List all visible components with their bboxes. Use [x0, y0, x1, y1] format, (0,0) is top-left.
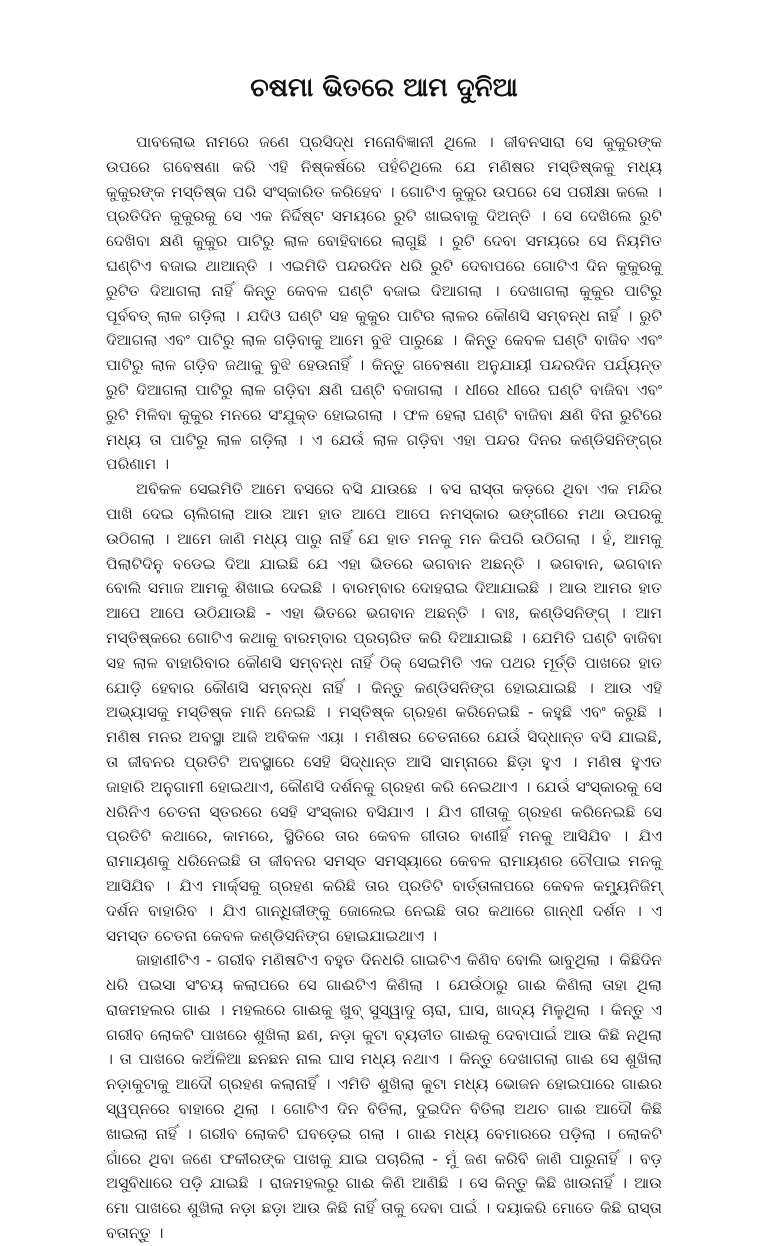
paragraph-cow-story: ଜାହାଣୀଟିଏ - ଗରୀବ ମଣିଷଟିଏ ବହୁତ ଦିନଧରି ଗାଇଟିଏ କିଣିବ ବୋଲି ଭାବୁଥିଲା । କିଛିଦିନ ଧରି ପଇସା ସଂଚୟ କଲାପରେ ସେ ଗାଈଟିଏ କିଣିଲା । ଯେଉଁଠାରୁ ଗାଈ କିଣିଲା ତାହା ଥିଲା ରାଜମହଲର ଗାଈ । ମହଲରେ ଗାଈକୁ ଖୁବ୍ ସୁସ୍ୱାଦୁ ଚାରା, ଘାସ, ଖାଦ୍ୟ ମିଳୁଥିଲା । କିନ୍ତୁ ଏ ଗରୀବ ଲୋକଟି ପାଖରେ ଶୁଖିଲା ଛଣ, ନଡ଼ା କୁଟା ବ୍ୟତୀତ ଗାଈକୁ ଦେବାପାଇଁ ଆଉ କିଛି ନଥିଲା । ତା ପାଖରେ କଅଁଳିଆ ଛନଛନ ନାଲ ଘାସ ମଧ୍ୟ ନଥାଏ । କିନ୍ତୁ ଦେଖାଗଲା ଗାଈ ସେ ଶୁଖିଲା ନଡ଼ାକୁଟାକୁ ଆଦୌ ଗ୍ରହଣ କଲାନାହିଁ । ଏମିତି ଶୁଖିଲା କୁଟା ମଧ୍ୟ ଭୋଜନ ହୋଇପାରେ ଗାଈର ସ୍ୱପ୍ନରେ ବାହାରେ ଥିଲା । ଗୋଟିଏ ଦିନ ବିତିଲା, ଦୁଇଦିନ ବିତିଲା ଅଥଚ ଗାଈ ଆଦୌ କିଛି ଖାଇଲା ନାହିଁ । ଗରୀବ ଲୋକଟି ଘବଡ଼େଇ ଗଲା । ଗାଈ ମଧ୍ୟ ବେମାରରେ ପଡ଼ିଲା । ଲୋକଟି ଗାଁରେ ଥିବା ଜଣେ ଫକୀରଙ୍କ ପାଖକୁ ଯାଇ ପଚାରିଲା - ମୁଁ ଜଣ କରିବି ଜାଣି ପାରୁନାହିଁ । ବଡ଼ ଅସୁବିଧାରେ ପଡ଼ି ଯାଇଛି । ରାଜମହଲରୁ ଗାଈ କିଣି ଆଣିଛି । ସେ କିନ୍ତୁ କିଛି ଖାଉନାହିଁ । ଆଉ ମୋ ପାଖରେ ଶୁଖିଲା ନଡ଼ା ଛଡ଼ା ଆଉ କିଛି ନାହିଁ ତାକୁ ଦେବା ପାଇଁ । ଦୟାକରି ମୋତେ କିଛି ରାସ୍ତା ବତାନ୍ତୁ । [106, 951, 662, 1243]
paragraph-conditioning: ଅବିକଳ ସେଇମିତି ଆମେ ବସରେ ବସି ଯାଉଛେ । ବସ ରାସ୍ତା କଡ଼ରେ ଥିବା ଏକ ମନ୍ଦିର ପାଖି ଦେଇ ଚାଲିଗଲା ଆଉ ଆମ ହାତ ଆପେ ଆପେ ନମସ୍କାର ଭଙ୍ଗୀରେ ମଥା ଉପରକୁ ଉଠିଗଲା । ଆମେ ଜାଣି ମଧ୍ୟ ପାରୁ ନାହିଁ ଯେ ହାତ ମନକୁ ମନ କିପରି ଉଠିଗଲା । ହଁ, ଆମକୁ ପିଲାଟିଦିନୁ ବଡେଇ ଦିଆ ଯାଇଛି ଯେ ଏହା ଭିତରେ ଭଗବାନ ଅଛନ୍ତି । ଭଗବାନ, ଭଗବାନ ବୋଲି ସମାଜ ଆମକୁ ଶିଖାଇ ଦେଇଛି । ବାରମ୍ବାର ଦୋହରାଇ ଦିଆଯାଇଛି । ଆଉ ଆମର ହାତ ଆପେ ଆପେ ଉଠିଯାଉଛି - ଏହା ଭିତରେ ଭଗବାନ ଅଛନ୍ତି । ବାଃ, କଣ୍ଡିସନିଙ୍ଗ୍ । ଆମ ମସ୍ତିଷ୍କରେ ଗୋଟିଏ କଥାକୁ ବାରମ୍ବାର ପ୍ରଚାରିତ କରି ଦିଆଯାଇଛି । ଯେମିତି ଘଣ୍ଟି ବାଜିବା ସହ ଲାଳ ବାହାରିବାର କୌଣସି ସମ୍ବନ୍ଧ ନାହିଁ ଠିକ୍ ସେଇମିତି ଏକ ପଥର ମୂର୍ତ୍ତି ପାଖରେ ହାତ ଯୋଡ଼ି ହେବାର କୌଣସି ସମ୍ବନ୍ଧ ନାହିଁ । କିନ୍ତୁ କଣ୍ଡିସନିଙ୍ଗ ହୋଇଯାଇଛି । ଆଉ ଏହି ଅଭ୍ୟାସକୁ ମସ୍ତିଷ୍କ ମାନି ନେଇଛି । ମସ୍ତିଷ୍କ ଗ୍ରହଣ କରିନେଇଛି - କହୁଛି ଏବଂ କରୁଛି । ମଣିଷ ମନର ଅବସ୍ଥା ଆଜି ଅବିକଳ ଏୟା । ମଣିଷର ଚେତନାରେ ଯେଉଁ ସିଦ୍ଧାନ୍ତ ବସି ଯାଇଛି, ତା ଜୀବନର ପ୍ରତିଟି ଅବସ୍ଥାରେ ସେହି ସିଦ୍ଧାନ୍ତ ଆସି ସାମ୍ନାରେ ଛିଡ଼ା ହୁଏ । ମଣିଷ ହୁଏତ ଜାହାରି ଅନୁଗାମୀ ହୋଇଥାଏ, କୌଣସି ଦର୍ଶନକୁ ଗ୍ରହଣ କରି ନେଇଥାଏ । ଯେଉଁ ସଂସ୍କାରକୁ ସେ ଧରିନିଏ ଚେତନା ସ୍ତରରେ ସେହି ସଂସ୍କାର ବସିଯାଏ । ଯିଏ ଗୀତାକୁ ଗ୍ରହଣ କରିନେଇଛି ସେ ପ୍ରତିଟି କଥାରେ, କାମରେ, ସ୍ଥିତିରେ ତାର କେବଳ ଗୀତାର ବାଣୀହିଁ ମନକୁ ଆସିଯିବ । ଯିଏ ରାମାୟଣକୁ ଧରିନେଇଛି ତା ଜୀବନର ସମସ୍ତ ସମସ୍ୟାରେ କେବଳ ରାମାୟଣର ଚୌପାଇ ମନକୁ ଆସିଯିବ । ଯିଏ ମାର୍କ୍ସକୁ ଗ୍ରହଣ କରିଛି ତାର ପ୍ରତିଟି ବାର୍ତ୍ତାଳାପରେ କେବଳ କମ୍ୟୁନିଜିମ୍ ଦର୍ଶନ ବାହାରିବ । ଯିଏ ଗାନ୍ଧିଜୀଙ୍କୁ ଜୋଲେଇ ନେଇଛି ତାର କଥାରେ ଗାନ୍ଧୀ ଦର୍ଶନ । ଏ ସମସ୍ତ ଚେତନା କେବଳ କଣ୍ଡିସନିଙ୍ଗ ହୋଇଯାଇଥାଏ । [106, 480, 662, 945]
document-title: ଚଷମା ଭିତରେ ଆମ ଦୁନିଆ [250, 73, 518, 103]
paragraph-pavlov: ପାବଲୋଭ ନାମରେ ଜଣେ ପ୍ରସିଦ୍ଧ ମନୋବିଜ୍ଞାନୀ ଥିଲେ । ଜୀବନସାରା ସେ କୁକୁରଙ୍କ ଉପରେ ଗବେଷଣା କରି ଏହି ନିଷ୍କର୍ଷରେ ପହଁଚିଥିଲେ ଯେ ମଣିଷର ମସ୍ତିଷ୍କକୁ ମଧ୍ୟ କୁକୁରଙ୍କ ମସ୍ତିଷ୍କ ପରି ସଂସ୍କାରିତ କରିହେବ । ଗୋଟିଏ କୁକୁର ଉପରେ ସେ ପରୀକ୍ଷା କଲେ । ପ୍ରତିଦିନ କୁକୁରକୁ ସେ ଏକ ନିର୍ଦ୍ଦିଷ୍ଟ ସମୟରେ ରୁଟି ଖାଇବାକୁ ଦିଅନ୍ତି । ସେ ଦେଖିଲେ ରୁଟି ଦେଖିବା କ୍ଷଣି କୁକୁର ପାଟିରୁ ଲାଳ ବୋହିବାରେ ଲାଗୁଛି । ରୁଟି ଦେବା ସମୟରେ ସେ ନିୟମିତ ଘଣ୍ଟିଏ ବଜାଇ ଥାଆନ୍ତି । ଏଇମିତି ପନ୍ଦରଦିନ ଧରି ରୁଟି ଦେବାପରେ ଗୋଟିଏ ଦିନ କୁକୁରକୁ ରୁଟିତ ଦିଆଗଲା ନାହିଁ କିନ୍ତୁ କେବଳ ଘଣ୍ଟି ବଜାଇ ଦିଆଗଲା । ଦେଖାଗଲା କୁକୁର ପାଟିରୁ ପୂର୍ବବତ୍ ଲାଳ ଗଡ଼ିଲା । ଯଦିଓ ଘଣ୍ଟି ସହ କୁକୁର ପାଟିର ଲାଳର କୌଣସି ସମ୍ବନ୍ଧ ନାହିଁ । ରୁଟି ଦିଆଗଲା ଏବଂ ପାଟିରୁ ଲାଳ ଗଡ଼ିବାକୁ ଆମେ ବୁଝି ପାରୁଛେ । କିନ୍ତୁ କେବଳ ଘଣ୍ଟି ବାଜିବ ଏବଂ ପାଟିରୁ ଲାଳ ଗଡ଼ିବ ଜଥାକୁ ବୁଝି ହେଉନାହିଁ । କିନ୍ତୁ ଗବେଷଣା ଅନୁଯାୟୀ ପନ୍ଦରଦିନ ପର୍ଯ୍ୟନ୍ତ ରୁଟି ଦିଆଗଲା ପାଟିରୁ ଲାଳ ଗଡ଼ିବା କ୍ଷଣି ଘଣ୍ଟି ବଜାଗଲା । ଧୀରେ ଧୀରେ ଘଣ୍ଟି ବାଜିବା ଏବଂ ରୁଟି ମିଳିବା କୁକୁର ମନରେ ସଂଯୁକ୍ତ ହୋଇଗଲା । ଫଳ ହେଲା ଘଣ୍ଟି ବାଜିବା କ୍ଷଣି ବିନା ରୁଟିରେ ମଧ୍ୟ ତା ପାଟିରୁ ଲାଳ ଗଡ଼ିଲା । ଏ ଯେଉଁ ଲାଳ ଗଡ଼ିବା ଏହା ପନ୍ଦର ଦିନର କଣ୍ଡିସନିଙ୍ଗ୍‌ର ପରିଣାମ । [106, 133, 662, 474]
